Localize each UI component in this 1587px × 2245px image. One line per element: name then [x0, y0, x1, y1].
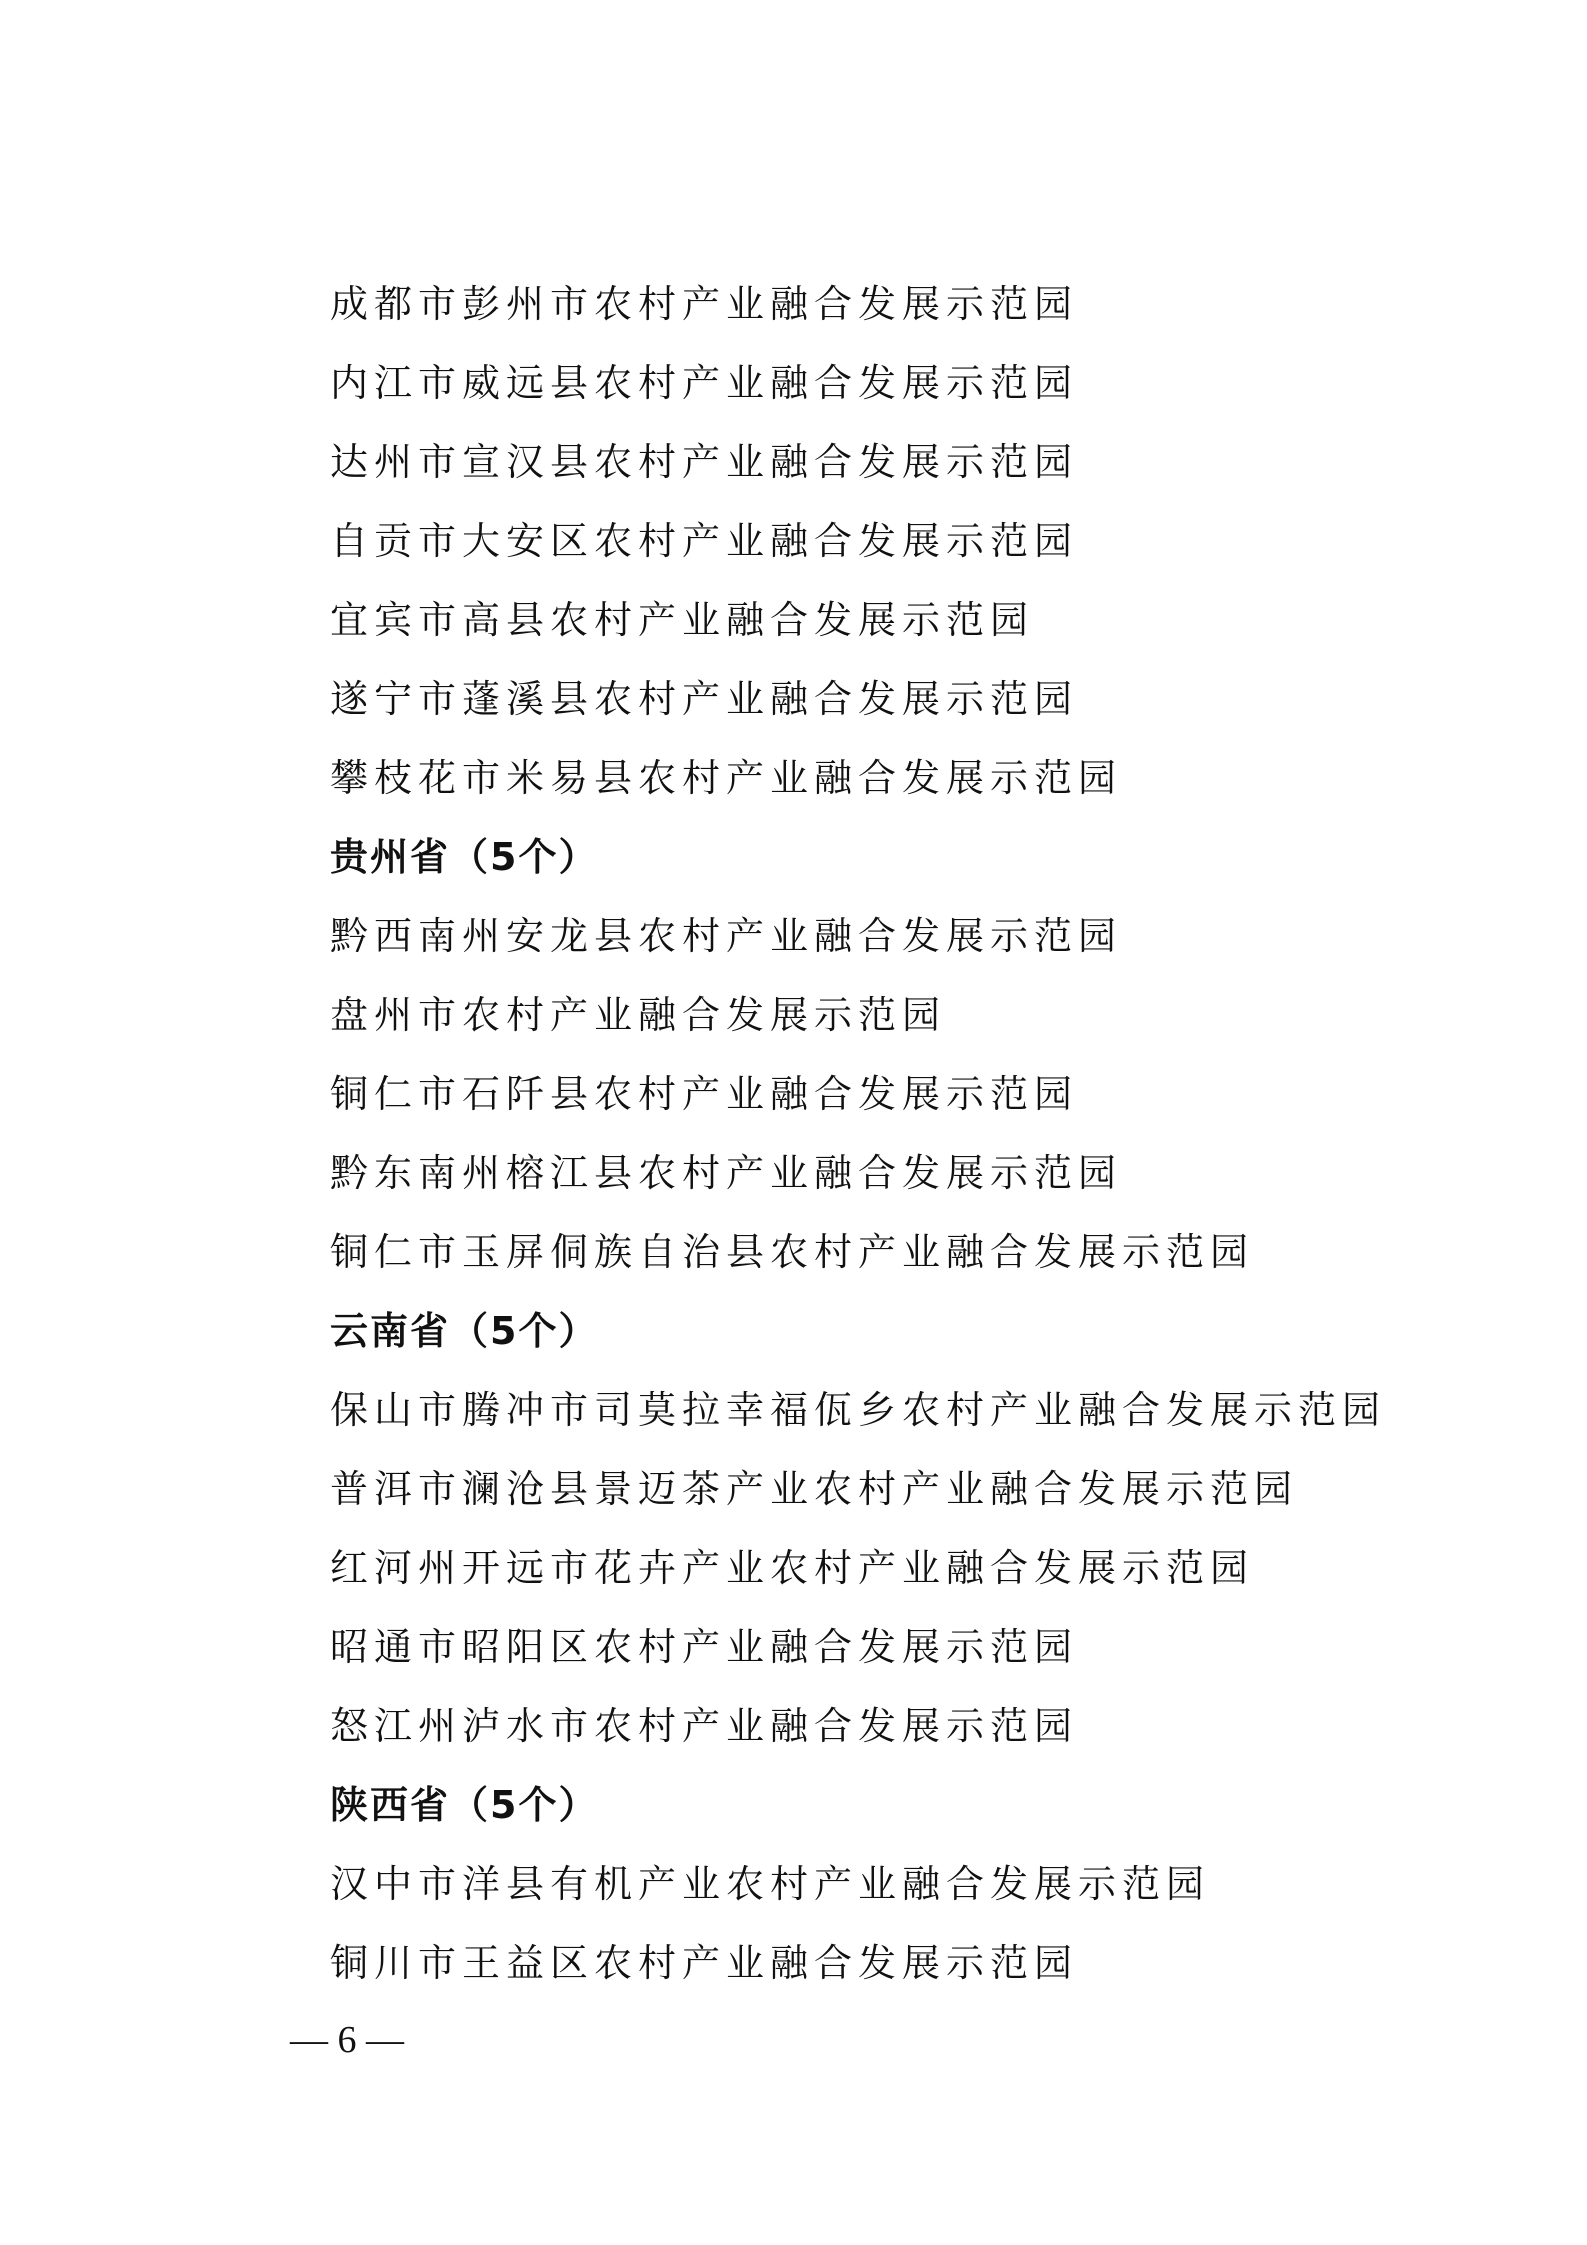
list-item: 保山市腾冲市司莫拉幸福佤乡农村产业融合发展示范园 — [330, 1388, 1387, 1432]
list-item: 怒江州泸水市农村产业融合发展示范园 — [330, 1704, 1079, 1748]
list-item: 遂宁市蓬溪县农村产业融合发展示范园 — [330, 677, 1079, 721]
section-heading: 贵州省（5个） — [330, 835, 599, 879]
list-item: 攀枝花市米易县农村产业融合发展示范园 — [330, 756, 1123, 800]
list-item: 内江市威远县农村产业融合发展示范园 — [330, 361, 1079, 405]
list-item: 成都市彭州市农村产业融合发展示范园 — [330, 282, 1079, 326]
list-item: 盘州市农村产业融合发展示范园 — [330, 993, 947, 1037]
list-item: 铜川市王益区农村产业融合发展示范园 — [330, 1941, 1079, 1985]
list-item: 昭通市昭阳区农村产业融合发展示范园 — [330, 1625, 1079, 1669]
section-heading: 云南省（5个） — [330, 1309, 599, 1353]
section-heading: 陕西省（5个） — [330, 1783, 599, 1827]
page-number: — 6 — — [290, 2019, 404, 2061]
list-item: 宜宾市高县农村产业融合发展示范园 — [330, 598, 1035, 642]
list-item: 普洱市澜沧县景迈茶产业农村产业融合发展示范园 — [330, 1467, 1299, 1511]
list-item: 黔西南州安龙县农村产业融合发展示范园 — [330, 914, 1123, 958]
list-item: 汉中市洋县有机产业农村产业融合发展示范园 — [330, 1862, 1211, 1906]
list-item: 自贡市大安区农村产业融合发展示范园 — [330, 519, 1079, 563]
list-item: 铜仁市石阡县农村产业融合发展示范园 — [330, 1072, 1079, 1116]
list-item: 达州市宣汉县农村产业融合发展示范园 — [330, 440, 1079, 484]
list-item: 铜仁市玉屏侗族自治县农村产业融合发展示范园 — [330, 1230, 1255, 1274]
list-item: 红河州开远市花卉产业农村产业融合发展示范园 — [330, 1546, 1255, 1590]
list-item: 黔东南州榕江县农村产业融合发展示范园 — [330, 1151, 1123, 1195]
